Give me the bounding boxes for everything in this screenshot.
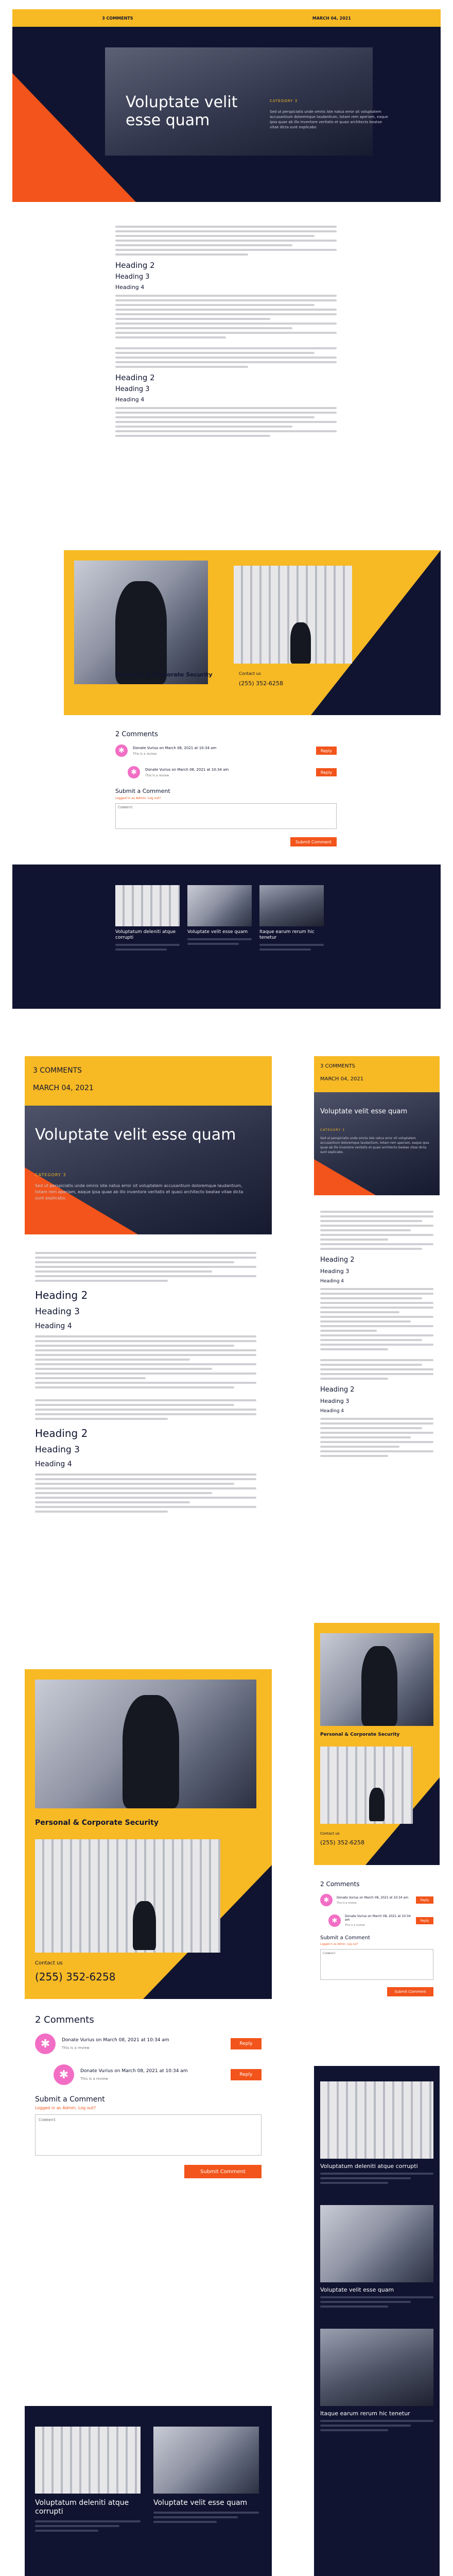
login-note[interactable]: Logged in as Admin. Log out? <box>115 796 161 800</box>
related-title[interactable]: Voluptate velit esse quam <box>153 2499 248 2507</box>
reply-button[interactable]: Reply <box>231 2038 262 2049</box>
hero-title: Voluptate velit esse quam <box>320 1108 408 1115</box>
cta-label: Personal & Corporate Security <box>320 1732 400 1737</box>
cta-contact-label: Contact us <box>320 1832 340 1836</box>
desktop-view <box>12 9 441 1009</box>
hero-category[interactable]: CATEGORY 3 <box>320 1128 345 1132</box>
comment-author: Donate Vurius on March 08, 2021 at 10:34 am <box>145 767 229 772</box>
comment-text: This is a review <box>80 2077 109 2081</box>
related-card[interactable] <box>320 2205 433 2310</box>
heading-3: Heading 3 <box>115 273 150 281</box>
hero-orange-triangle <box>12 73 136 202</box>
comment-textarea[interactable] <box>320 1949 433 1980</box>
comment-text: This is a review <box>145 773 169 777</box>
comment-textarea[interactable] <box>35 2114 262 2156</box>
cta-block <box>25 1669 272 1999</box>
comment-textarea[interactable] <box>115 803 337 829</box>
related-image <box>115 885 180 926</box>
cta-contact-label: Contact us <box>239 671 261 676</box>
related-image <box>320 2081 433 2159</box>
heading-2: Heading 2 <box>320 1256 355 1264</box>
reply-button[interactable]: Reply <box>231 2069 262 2080</box>
avatar: ✱ <box>54 2064 74 2085</box>
heading-2: Heading 2 <box>115 373 155 382</box>
cta-block <box>12 550 441 715</box>
paragraph <box>115 407 337 437</box>
heading-2: Heading 2 <box>35 1427 88 1439</box>
comment-author: Donate Vurius on March 08, 2021 at 10:34 am <box>345 1914 411 1922</box>
hero-title: Voluptate velit esse quam <box>35 1126 236 1144</box>
heading-3: Heading 3 <box>35 1307 80 1317</box>
hero-orange-triangle <box>314 1159 376 1195</box>
form-title: Submit a Comment <box>320 1935 370 1941</box>
avatar: ✱ <box>128 766 140 778</box>
reply-button[interactable]: Reply <box>416 1896 433 1904</box>
comment-text: This is a review <box>337 1901 357 1905</box>
avatar: ✱ <box>115 744 128 757</box>
comment-author: Donate Vurius on March 08, 2021 at 10:34 am <box>337 1895 409 1900</box>
heading-3: Heading 3 <box>115 385 150 393</box>
cta-contact-label: Contact us <box>35 1960 63 1966</box>
reply-button[interactable]: Reply <box>416 1917 433 1924</box>
article-body <box>115 226 337 439</box>
related-posts <box>314 2066 440 2576</box>
avatar: ✱ <box>35 2033 56 2054</box>
cta-phone[interactable]: (255) 352-6258 <box>320 1839 365 1846</box>
cta-phone[interactable]: (255) 352-6258 <box>239 680 284 687</box>
mobile-view <box>314 1056 440 2576</box>
hero <box>25 1106 272 1234</box>
paragraph <box>115 347 337 368</box>
meta-bar <box>25 1056 272 1106</box>
heading-2: Heading 2 <box>115 261 155 270</box>
hero-title: Voluptate velit esse quam <box>126 93 238 129</box>
paragraph <box>320 1418 433 1457</box>
related-title[interactable]: Voluptatum deleniti atque corrupti <box>320 2163 418 2170</box>
comments-title: 2 Comments <box>35 2014 94 2025</box>
related-image <box>153 2427 259 2494</box>
heading-3: Heading 3 <box>320 1268 350 1275</box>
submit-comment-button[interactable]: Submit Comment <box>290 837 337 846</box>
reply-button[interactable]: Reply <box>316 768 337 776</box>
comments-section <box>115 731 337 846</box>
paragraph <box>320 1211 433 1250</box>
comment-item <box>54 2064 262 2085</box>
submit-comment-button[interactable]: Submit Comment <box>387 1987 433 1996</box>
paragraph <box>35 1473 256 1513</box>
paragraph <box>35 1335 256 1388</box>
guard-photo <box>35 1680 256 1808</box>
article-body <box>35 1252 256 1515</box>
hero-intro: Sed ut perspiciatis unde omnis iste natus error sit voluptatem accusantium doloremque laudantium, totam rem aperiam, eaque ipsa quae ab illo inventore veritatis et quasi architecto beatae vitae dicta sunt explicabo. <box>35 1183 243 1200</box>
related-title[interactable]: Itaque earum rerum hic tenetur <box>259 929 315 940</box>
related-title[interactable]: Voluptatum deleniti atque corrupti <box>115 929 176 940</box>
heading-4: Heading 4 <box>320 1409 344 1414</box>
comments-section <box>35 2014 262 2178</box>
comment-author: Donate Vurius on March 08, 2021 at 10:34 am <box>62 2038 169 2043</box>
related-card[interactable] <box>320 2081 433 2187</box>
hero-category[interactable]: CATEGORY 3 <box>35 1173 66 1177</box>
post-date: MARCH 04, 2021 <box>320 1076 364 1082</box>
building-photo <box>234 566 352 664</box>
cta-label: Personal & Corporate Security <box>35 1819 159 1827</box>
related-image <box>259 885 324 926</box>
hero <box>12 27 441 202</box>
hero-intro: Sed ut perspiciatis unde omnis iste natus error sit voluptatem accusantium doloremque laudantium, totam rem aperiam, eaque ipsa quae ab illo inventore veritatis et quasi architecto beatae vitae dicta sunt explicabo. <box>320 1137 429 1154</box>
heading-4: Heading 4 <box>115 396 145 403</box>
cta-label: Personal & Corporate Security <box>115 671 213 678</box>
related-image <box>187 885 252 926</box>
comment-text: This is a review <box>345 1924 365 1927</box>
heading-3: Heading 3 <box>320 1398 350 1404</box>
comments-title: 2 Comments <box>115 731 158 738</box>
heading-4: Heading 4 <box>320 1279 344 1284</box>
building-photo <box>320 1747 413 1824</box>
avatar: ✱ <box>320 1894 333 1906</box>
cta-block <box>314 1623 440 1865</box>
related-card[interactable] <box>259 885 324 953</box>
related-card[interactable] <box>153 2427 259 2526</box>
comment-text: This is a review <box>133 752 157 756</box>
login-note[interactable]: Logged in as Admin. Log out? <box>35 2106 96 2110</box>
avatar: ✱ <box>328 1914 341 1927</box>
hero-intro: Sed ut perspiciatis unde omnis iste natus error sit voluptatem accusantium doloremque laudantium, totam rem aperiam, eaque ipsa quae ab illo inventore veritatis et quasi architecto beatae vitae dicta sunt explicabo. <box>270 110 388 130</box>
related-title[interactable]: Voluptate velit esse quam <box>187 929 248 935</box>
heading-4: Heading 4 <box>115 284 145 291</box>
comment-item <box>115 744 337 757</box>
related-image <box>35 2427 141 2494</box>
building-photo <box>35 1839 220 1953</box>
reply-button[interactable]: Reply <box>316 747 337 755</box>
paragraph <box>35 1399 256 1420</box>
comment-item <box>328 1914 433 1927</box>
tablet-view <box>25 1056 272 2576</box>
heading-4: Heading 4 <box>35 1322 72 1330</box>
paragraph <box>320 1359 433 1380</box>
related-card[interactable] <box>35 2427 141 2534</box>
heading-3: Heading 3 <box>35 1445 80 1455</box>
related-image <box>320 2205 433 2282</box>
comment-item <box>128 766 337 778</box>
paragraph <box>115 226 337 256</box>
cta-phone[interactable]: (255) 352-6258 <box>35 1971 116 1983</box>
comment-item <box>35 2033 262 2054</box>
comment-item <box>320 1894 433 1906</box>
paragraph <box>35 1252 256 1282</box>
hero <box>314 1092 440 1195</box>
comments-count[interactable]: 3 COMMENTS <box>320 1063 355 1069</box>
hero-category[interactable]: CATEGORY 3 <box>270 99 298 103</box>
comment-text: This is a review <box>62 2046 90 2050</box>
form-title: Submit a Comment <box>35 2095 105 2104</box>
comments-section <box>320 1880 433 1996</box>
related-title[interactable]: Itaque earum rerum hic tenetur <box>320 2410 410 2417</box>
comments-count[interactable]: 3 COMMENTS <box>102 15 133 21</box>
paragraph <box>115 295 337 338</box>
paragraph <box>320 1288 433 1350</box>
related-card[interactable] <box>187 885 252 947</box>
article-body <box>320 1211 433 1460</box>
post-date: MARCH 04, 2021 <box>312 15 351 21</box>
related-card[interactable] <box>320 2329 433 2434</box>
guard-photo <box>74 561 208 684</box>
heading-4: Heading 4 <box>35 1460 72 1468</box>
comments-title: 2 Comments <box>320 1880 360 1888</box>
related-title[interactable]: Voluptatum deleniti atque corrupti <box>35 2499 129 2516</box>
meta-bar <box>12 9 441 27</box>
related-posts <box>25 2406 272 2576</box>
comments-count[interactable]: 3 COMMENTS <box>33 1066 82 1075</box>
post-date: MARCH 04, 2021 <box>33 1084 94 1092</box>
comment-author: Donate Vurius on March 08, 2021 at 10:34 am <box>80 2069 188 2074</box>
related-title[interactable]: Voluptate velit esse quam <box>320 2286 394 2293</box>
login-note[interactable]: Logged in as Admin. Log out? <box>320 1943 358 1946</box>
heading-2: Heading 2 <box>35 1289 88 1301</box>
heading-2: Heading 2 <box>320 1386 355 1394</box>
meta-bar <box>314 1056 440 1092</box>
comment-author: Donate Vurius on March 08, 2021 at 10:34 am <box>133 745 217 750</box>
submit-comment-button[interactable]: Submit Comment <box>184 2165 262 2178</box>
form-title: Submit a Comment <box>115 788 170 794</box>
related-card[interactable] <box>115 885 180 953</box>
related-posts <box>12 865 441 1009</box>
guard-photo <box>320 1633 433 1726</box>
related-image <box>320 2329 433 2406</box>
